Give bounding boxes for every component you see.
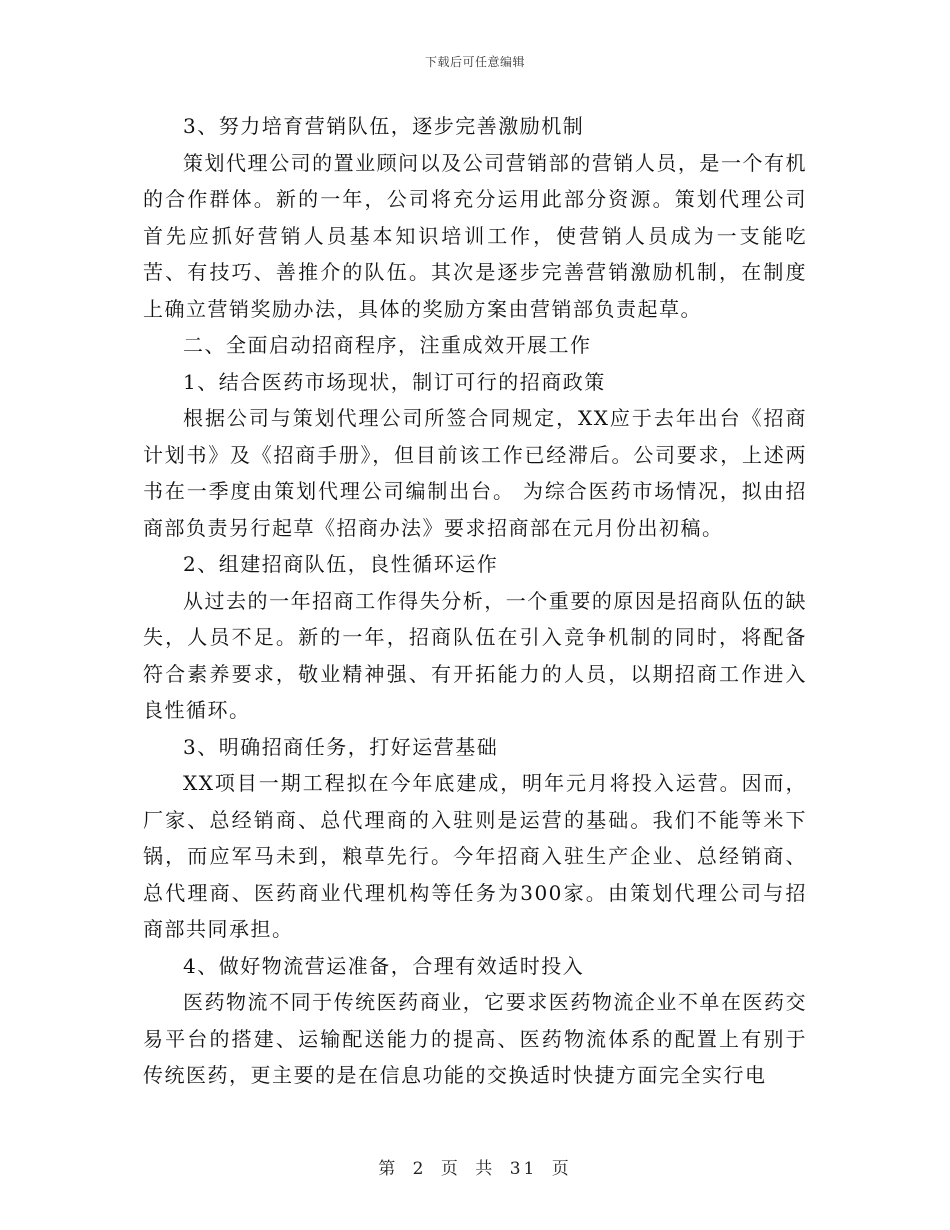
subheading-investment-team: 2、组建招商队伍，良性循环运作 <box>183 552 499 576</box>
paragraph-investment-policy: 根据公司与策划代理公司所签合同规定，XX应于去年出台《招商计划书》及《招商手册》，但目前该工作已经滞后。公司要求，上述两书在一季度由策划代理公司编制出台。 为综合医药市场情况，拟由招商部负责另行起草《招商办法》要求招商部在元月份出初稿。 <box>143 406 807 540</box>
subheading-investment-task: 3、明确招商任务，打好运营基础 <box>183 734 499 759</box>
paragraph-investment-team: 从过去的一年招商工作得失分析，一个重要的原因是招商队伍的缺失，人员不足。新的一年，招商队伍在引入竞争机制的同时，将配备符合素养要求，敬业精神强、有开拓能力的人员，以期招商工作进入良性循环。 <box>143 588 807 722</box>
page-footer: 第 2 页 共 31 页 <box>378 1159 572 1179</box>
document-body <box>143 108 807 1094</box>
subheading-logistics: 4、做好物流营运准备，合理有效适时投入 <box>183 953 585 978</box>
paragraph-investment-task: XX项目一期工程拟在今年底建成，明年元月将投入运营。因而，厂家、总经销商、总代理商的入驻则是运营的基础。我们不能等米下锅，而应军马未到，粮草先行。今年招商入驻生产企业、总经销商、总代理商、医药商业代理机构等任务为300家。由策划代理公司与招商部共同承担。 <box>143 771 807 941</box>
section-heading-sales-team: 3、努力培育营销队伍，逐步完善激励机制 <box>183 114 585 138</box>
page-header: 下载后可任意编辑 <box>424 55 525 69</box>
paragraph-sales-team: 策划代理公司的置业顾问以及公司营销部的营销人员，是一个有机的合作群体。新的一年，公司将充分运用此部分资源。策划代理公司首先应抓好营销人员基本知识培训工作，使营销人员成为一支能吃苦、有技巧、善推介的队伍。其次是逐步完善营销激励机制，在制度上确立营销奖励办法，具体的奖励方案由营销部负责起草。 <box>143 150 807 321</box>
paragraph-logistics: 医药物流不同于传统医药商业，它要求医药物流企业不单在医药交易平台的搭建、运输配送能力的提高、医药物流体系的配置上有别于传统医药，更主要的是在信息功能的交换适时快捷方面完全实行电 <box>143 990 807 1087</box>
section-heading-investment: 二、全面启动招商程序，注重成效开展工作 <box>183 333 592 357</box>
subheading-investment-policy: 1、结合医药市场现状，制订可行的招商政策 <box>183 369 606 394</box>
